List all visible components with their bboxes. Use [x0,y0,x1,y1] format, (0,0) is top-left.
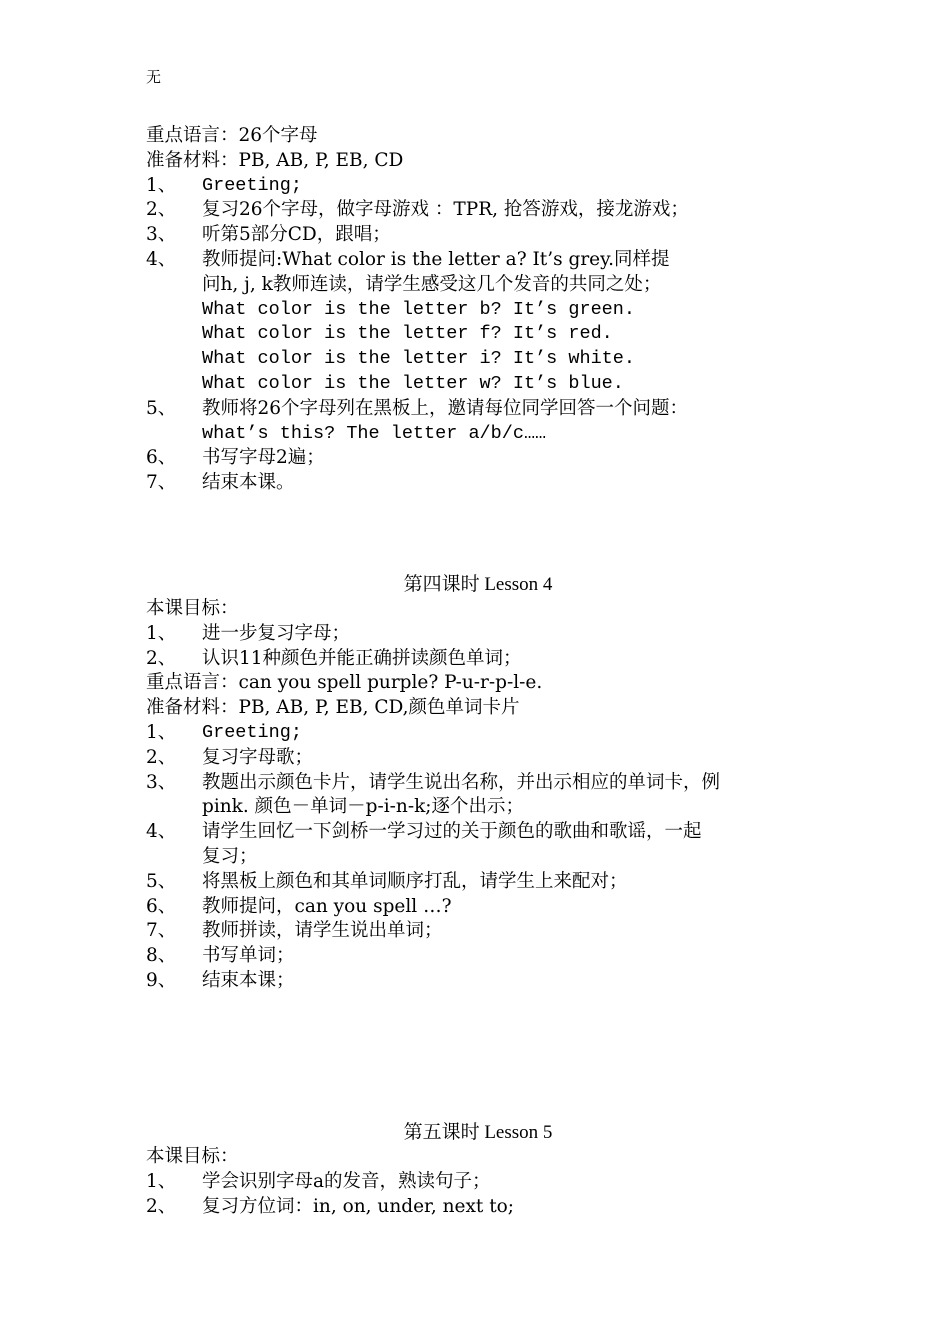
key-language: 重点语言：can you spell purple? P-u-r-p-l-e. [146,672,543,694]
list-item [146,895,810,920]
list-item [146,969,810,994]
list-item [146,223,810,248]
list-item [146,944,810,969]
item-text: 学会识别字母a的发音，熟读句子； [202,1170,491,1192]
item-number: 3、 [146,224,177,246]
item-text: 复习； [202,845,258,867]
list-item [146,820,810,870]
list-item [146,919,810,944]
list-item [146,771,810,821]
objectives-label: 本课目标： [146,1146,239,1167]
list-item [146,1195,810,1220]
lesson4-title: 第四课时 Lesson 4 [403,574,553,595]
item-text: 复习26个字母，做字母游戏 ：TPR, 抢答游戏，接龙游戏； [202,199,689,221]
item-text: 结束本课。 [202,472,295,494]
item-number: 9、 [146,969,177,991]
item-text: What color is the letter i? It’s white. [202,348,635,370]
list-item [146,622,810,647]
item-number: 2、 [146,746,177,768]
item-number: 7、 [146,920,177,942]
lesson3-section [146,124,810,496]
item-number: 6、 [146,447,177,469]
item-text: What color is the letter w? It’s blue. [202,372,624,394]
objectives-label: 本课目标： [146,598,239,619]
item-number: 3、 [146,771,177,793]
list-item [146,1170,810,1195]
page-header: 无 [146,68,162,86]
list-item [146,471,810,496]
list-item [146,647,810,672]
key-language: 重点语言：26个字母 [146,125,318,146]
item-text: 教师拼读，请学生说出单词； [202,920,443,942]
item-text: 复习方位词：in, on, under, next to; [202,1195,515,1217]
item-number: 6、 [146,895,177,917]
item-number: 1、 [146,622,177,644]
list-item [146,397,810,447]
lesson5-title: 第五课时 Lesson 5 [403,1122,553,1143]
item-text: 认识11种颜色并能正确拼读颜色单词； [202,647,522,669]
item-text: Greeting; [202,174,302,196]
item-text: 教师提问:What color is the letter a? It’s grey.同样提 [202,248,670,270]
list-item [146,721,810,746]
item-number: 1、 [146,721,177,743]
item-text: 进一步复习字母； [202,622,351,644]
lesson5-section [146,1145,810,1219]
item-text: 听第5部分CD，跟唱； [202,224,391,246]
list-item [146,446,810,471]
item-number: 7、 [146,472,177,494]
item-number: 2、 [146,1195,177,1217]
item-number: 2、 [146,199,177,221]
item-text: 结束本课； [202,969,295,991]
item-number: 5、 [146,870,177,892]
item-text: what’s this? The letter a/b/c…… [202,422,547,444]
item-number: 4、 [146,821,177,843]
item-text: 请学生回忆一下剑桥一学习过的关于颜色的歌曲和歌谣，一起 [202,821,702,843]
item-text: Greeting; [202,721,302,743]
item-text: What color is the letter f? It’s red. [202,323,613,345]
item-text: 复习字母歌； [202,746,314,768]
list-item [146,248,810,397]
item-text: 书写字母2遍； [202,447,325,469]
item-number: 4、 [146,248,177,270]
list-item [146,174,810,199]
list-item [146,870,810,895]
item-number: 1、 [146,1170,177,1192]
item-text: 将黑板上颜色和其单词顺序打乱，请学生上来配对； [202,870,628,892]
materials: 准备材料：PB, AB, P, EB, CD [146,149,404,171]
list-item [146,198,810,223]
item-number: 1、 [146,174,177,196]
item-number: 2、 [146,647,177,669]
item-text: What color is the letter b? It’s green. [202,298,635,320]
item-text: 教师将26个字母列在黑板上，邀请每位同学回答一个问题： [202,397,689,419]
item-text: 教题出示颜色卡片，请学生说出名称，并出示相应的单词卡，例 [202,771,721,793]
item-text: 教师提问，can you spell …? [202,895,452,917]
list-item [146,746,810,771]
item-text: 书写单词； [202,945,295,967]
item-number: 8、 [146,945,177,967]
item-number: 5、 [146,397,177,419]
item-text: 问h, j, k教师连读，请学生感受这几个发音的共同之处； [202,273,662,295]
item-text: pink. 颜色－单词－p-i-n-k;逐个出示； [202,796,525,818]
materials: 准备材料：PB, AB, P, EB, CD,颜色单词卡片 [146,697,520,719]
lesson4-section [146,597,810,994]
